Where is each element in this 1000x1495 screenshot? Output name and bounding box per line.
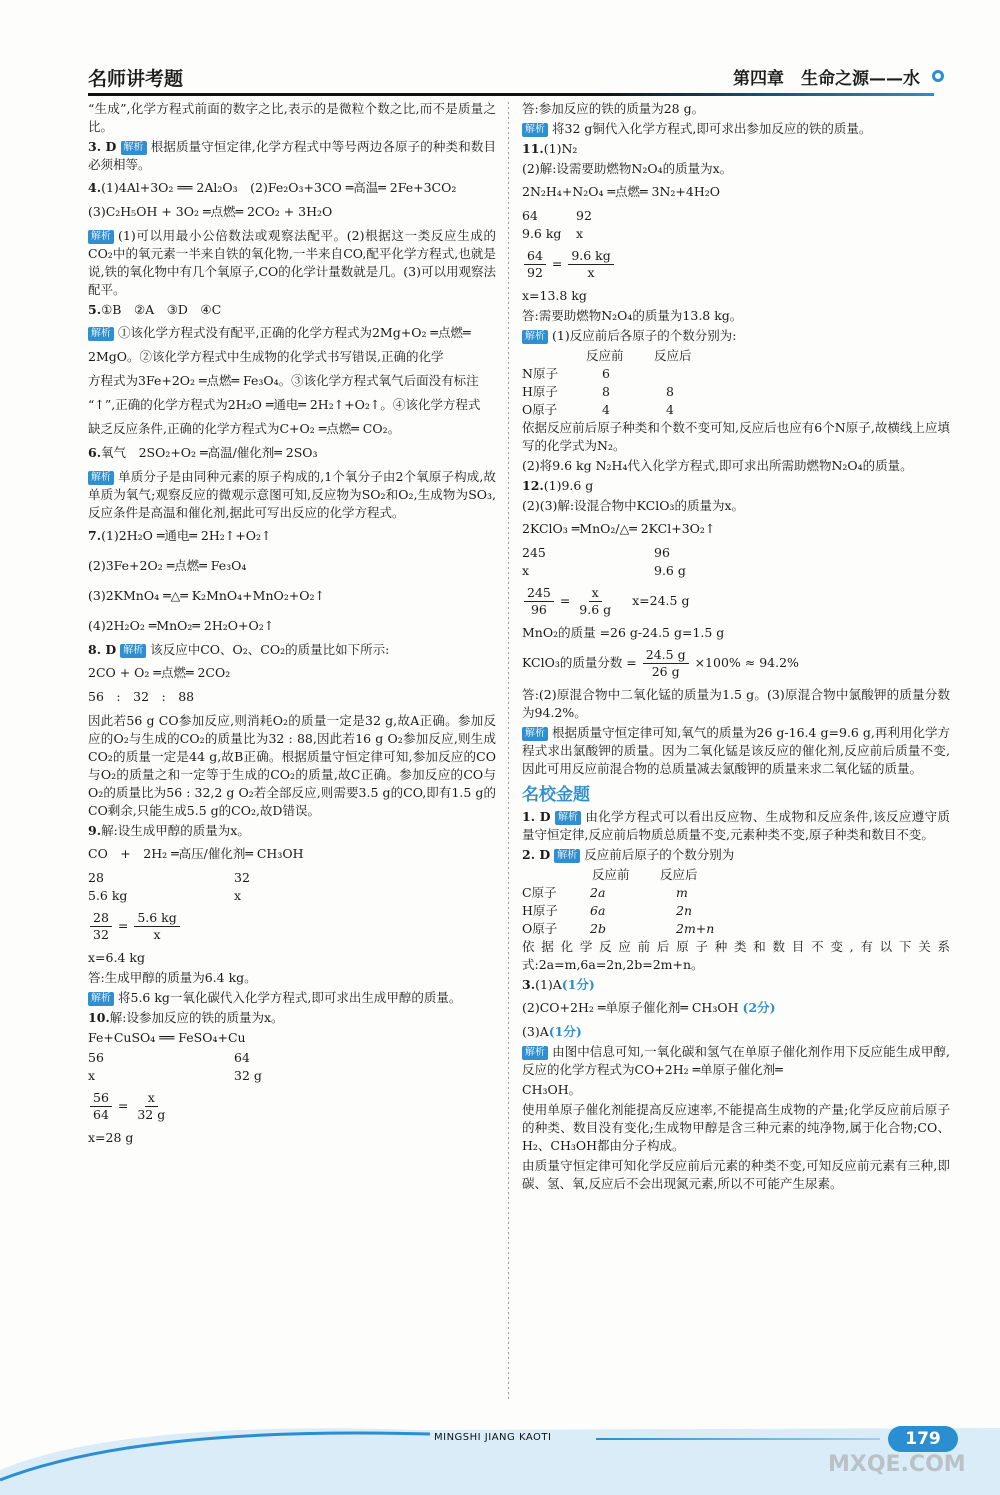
value: 2n [676,903,693,918]
value: 8 [666,384,674,399]
text-line: CH₃OH。 [522,1082,582,1097]
numerator: x [589,585,602,602]
atom-table-header [522,347,950,365]
points-badge: (2分) [742,1000,776,1015]
column-header: 反应后 [654,348,692,363]
mass-row [522,225,950,243]
column-divider [508,102,509,1402]
answer-12 [522,477,950,495]
book-title: 名师讲考题 [88,68,184,90]
atom-label: C原子 [522,885,557,900]
question-number: 10. [88,1010,110,1025]
gold-answer-3-3 [522,1023,950,1041]
equation: 氧气 2SO₂+O₂ ═高温/催化剂═ 2SO₃ [101,445,318,460]
atom-label: O原子 [522,921,558,936]
fraction [134,1090,168,1123]
value: 32 [234,870,250,885]
analysis-tag: 解析 [88,471,114,485]
atom-row [522,884,950,902]
analysis-tag: 解析 [522,123,548,137]
mass-row [88,1067,496,1085]
analysis-text: (2)将9.6 kg N₂H₄代入化学方程式,即可求出所需助燃物N₂O₄的质量。 [522,458,913,473]
atom-row [522,401,950,419]
analysis-tag: 解析 [88,992,114,1006]
answer-9 [88,822,496,840]
analysis-text: (1)反应前后各原子的个数分别为: [552,328,737,343]
analysis-12 [522,724,950,778]
answer-text: 答:需要助燃物N₂O₄的质量为13.8 kg。 [522,308,743,323]
equation: 2KClO₃ ═MnO₂/△═ 2KCl+3O₂↑ [522,521,716,536]
value: 245 [522,545,546,560]
footer-swoosh [0,1400,1000,1495]
mass-ratio: 56 : 32 : 88 [88,689,195,704]
value: x [522,563,530,578]
fraction [524,585,554,618]
gold-answer-3-1 [522,976,950,994]
analysis-tag: 解析 [120,644,146,658]
question-number: 1. D [522,809,551,824]
value: 56 [88,1050,104,1065]
column-header: 反应前 [592,867,630,882]
equation: 2CO + O₂ ═点燃═ 2CO₂ [88,665,231,680]
denominator: 9.6 g [579,602,612,617]
analysis-text: 由质量守恒定律可知化学反应前后元素的种类不变,可知反应前元素有三种,即碳、氢、氧,反应后不会出现氮元素,所以不可能产生尿素。 [522,1158,950,1191]
gold-answer-2 [522,846,950,864]
analysis-tag: 解析 [522,727,548,741]
result: x=13.8 kg [522,288,587,303]
result: x=28 g [88,1130,134,1145]
analysis-text: 将32 g铜代入化学方程式,即可求出参加反应的铁的质量。 [552,121,872,136]
answer-text: (1)9.6 g [543,478,594,493]
equation: (3)2KMnO₄ ═△═ K₂MnO₄+MnO₂+O₂↑ [88,588,325,603]
question-number: 11. [522,141,544,156]
question-number: 7. [88,528,102,543]
text-line: 缺乏反应条件,正确的化学方程式为C+O₂ ═点燃═ CO₂。 [88,421,401,436]
denominator: x [153,927,161,942]
analysis-text: 根据质量守恒定律可知,氧气的质量为26 g-16.4 g=9.6 g,再利用化学方程式求出氯酸钾的质量。因为二氧化锰是该反应的催化剂,反应前后质量不变,因此可用反应前混合物的总质量减去氯酸钾的质量来求二氧化锰的质量。 [522,725,950,776]
result: ×100% ≈ 94.2% [694,655,799,670]
value: 6a [590,903,606,918]
atom-label: H原子 [522,384,558,399]
question-number: 9. [88,823,102,838]
value: 2b [590,921,606,936]
value: x [576,226,584,241]
numerator: 245 [524,585,554,602]
atom-row [522,902,950,920]
atom-table-header [522,866,950,884]
question-number: 3. [522,977,536,992]
mass-row [88,1049,496,1067]
value: m [676,885,688,900]
header-circle-icon [932,70,944,82]
analysis-text: ①该化学方程式没有配平,正确的化学方程式为2Mg+O₂ ═点燃═ [118,325,471,340]
analysis-tag: 解析 [555,811,581,825]
answer-text: 答:参加反应的铁的质量为28 g。 [522,101,705,116]
fraction [90,1090,112,1123]
analysis-text: 将5.6 kg一氧化碳代入化学方程式,即可求出生成甲醇的质量。 [118,990,462,1005]
solution-text: 解:设生成甲醇的质量为x。 [101,823,250,838]
points-badge: (1分) [548,1024,582,1039]
mass-row [88,869,496,887]
column-header: 反应前 [586,348,624,363]
numerator: x [145,1090,158,1107]
equation: CO + 2H₂ ═高压/催化剂═ CH₃OH [88,846,304,861]
analysis-5 [88,324,496,342]
answer-3 [88,138,496,174]
value: 92 [576,208,592,223]
watermark: MXQE.COM [828,1452,966,1477]
numerator: 64 [524,248,546,265]
answer-7 [88,527,496,545]
value: 9.6 g [654,563,686,578]
answer-5 [88,301,496,319]
analysis-g3 [522,1043,950,1079]
value: 2m+n [676,921,715,936]
value: x [234,888,242,903]
points-badge: (1分) [561,977,595,992]
fraction [90,910,112,943]
proportion: $\frac{245}{96}$ = $\frac{x}{9.6 g}$ x=24.5 g [522,585,950,618]
equation: (1)4Al+3O₂ ══ 2Al₂O₃ (2)Fe₂O₃+3CO ═高温═ 2Fe+3CO₂ [101,180,457,195]
analysis-4 [88,227,496,299]
value: 2a [590,885,606,900]
fraction [568,248,613,281]
analysis-text: 单质分子是由同种元素的原子构成的,1个氧分子由2个氧原子构成,故单质为氧气;观察反应的微观示意图可知,反应物为SO₂和O₂,生成物为SO₃,反应条件是高温和催化剂,据此可写出反应的化学方程式。 [88,469,496,520]
value: 4 [666,402,674,417]
analysis-text: 反应前后原子的个数分别为 [584,847,735,862]
numerator: 28 [90,910,112,927]
text-line: 2MgO。②该化学方程式中生成物的化学式书写错误,正确的化学 [88,349,444,364]
atom-label: N原子 [522,366,558,381]
equation: (1)2H₂O ═通电═ 2H₂↑+O₂↑ [101,528,272,543]
denominator: 32 [93,927,109,942]
mass-fraction [522,647,950,680]
answer-text: ①B ②A ③D ④C [101,302,222,317]
equation: 2N₂H₄+N₂O₄ ═点燃═ 3N₂+4H₂O [522,184,720,199]
solution-text: (2)(3)解:设混合物中KClO₃的质量为x。 [522,498,744,513]
mass-row [522,544,950,562]
gold-answer-3-2 [522,999,950,1017]
fraction [524,248,546,281]
page-header [88,64,948,94]
left-column [88,100,496,1149]
atom-label: O原子 [522,402,558,417]
analysis-text: 因此若56 g CO参加反应,则消耗O₂的质量一定是32 g,故A正确。参加反应的O₂与生成的CO₂的质量比为32 : 88,因此若16 g O₂参加反应,则生成CO₂的质量一定是44 g,故B正确。根据质量守恒定律可知,参加反应的CO与O₂的质量之和一定等于生成的CO₂的质量,故C正确。参加反应的CO与O₂的质量比为56 : 32,2 g O₂若全部反应,则需要3.5 g的CO,即有1.5 g的CO剩余,只能生成5.5 g的CO₂,故D错误。 [88,713,496,818]
analysis-tag: 解析 [121,141,147,155]
analysis-text: 依据反应前后原子种类和个数不变可知,反应后也应有6个N原子,故横线上应填写的化学式为N₂。 [522,420,950,453]
value: x [88,1068,96,1083]
proportion: $\frac{56}{64}$ = $\frac{x}{32 g}$ [88,1090,496,1123]
proportion: $\frac{28}{32}$ = $\frac{5.6 kg}{x}$ [88,910,496,943]
question-number: 12. [522,478,544,493]
chapter-title: 第四章 生命之源——水 [733,69,920,89]
right-column [522,100,950,1195]
answer-text: (3)A [522,1024,549,1039]
result: x=24.5 g [632,593,690,608]
equation: (2)CO+2H₂ ═单原子催化剂═ CH₃OH [522,1000,739,1015]
label: KClO₃的质量分数 = [522,655,637,670]
text-line: “生成”,化学方程式前面的数字之比,表示的是微粒个数之比,而不是质量之比。 [88,101,496,134]
equation: Fe+CuSO₄ ══ FeSO₄+Cu [88,1030,246,1045]
proportion: $\frac{64}{92}$ = $\frac{9.6 kg}{x}$ [522,248,950,281]
fraction [576,585,614,618]
analysis-6 [88,468,496,522]
answer-4 [88,179,496,197]
mass-row [88,887,496,905]
analysis-text: (1)可以用最小公倍数法或观察法配平。(2)根据这一类反应生成的CO₂中的氧元素一半来自铁的氧化物,一半来自CO,配平化学方程式,也就是说,铁的氧化物中有几个氧原子,CO的化学计量数就是几。(3)可以用观察法配平。 [88,228,496,297]
equation: (2)3Fe+2O₂ ═点燃═ Fe₃O₄ [88,558,247,573]
text-line: 方程式为3Fe+2O₂ ═点燃═ Fe₃O₄。③该化学方程式氧气后面没有标注 [88,373,479,388]
answer-11 [522,140,950,158]
analysis-text: 使用单原子催化剂能提高反应速率,不能提高生成物的产量;化学反应前后原子的种类、数目没有变化;生成物甲醇是含三种元素的纯净物,属于化合物;CO、H₂、CH₃OH都由分子构成。 [522,1102,950,1153]
question-number: 2. D [522,847,551,862]
equation: (3)C₂H₅OH + 3O₂ ═点燃═ 2CO₂ + 3H₂O [88,204,333,219]
atom-row [522,383,950,401]
numerator: 56 [90,1090,112,1107]
question-number: 6. [88,445,102,460]
denominator: 92 [527,265,543,280]
mass-row [522,207,950,225]
value: 6 [602,366,610,381]
value: 96 [654,545,670,560]
atom-row [522,920,950,938]
analysis-9 [88,989,496,1007]
numerator: 9.6 kg [568,248,613,265]
analysis-11 [522,327,950,345]
analysis-text: 由化学方程式可以看出反应物、生成物和反应条件,该反应遵守质量守恒定律,反应前后物质总质量不变,元素种类不变,原子种类和数目不变。 [522,809,950,842]
numerator: 5.6 kg [134,910,179,927]
section-title: 名校金题 [522,785,590,805]
value: 64 [522,208,538,223]
analysis-10 [522,120,950,138]
question-number: 4. [88,180,102,195]
denominator: 96 [530,602,547,617]
analysis-text: 依据化学反应前后原子种类和数目不变,有以下关系式:2a=m,6a=2n,2b=2m+n。 [522,939,950,972]
answer-6 [88,444,496,462]
atom-label: H原子 [522,903,558,918]
answer-8 [88,641,496,659]
analysis-text: 该反应中CO、O₂、CO₂的质量比如下所示: [150,642,390,657]
analysis-tag: 解析 [88,327,114,341]
analysis-text: 由图中信息可知,一氧化碳和氢气在单原子催化剂作用下反应能生成甲醇,反应的化学方程式为CO+2H₂ ═单原子催化剂═ [522,1044,950,1077]
fraction [643,647,689,680]
footer-label: MINGSHI JIANG KAOTI [434,1432,552,1443]
page-number: 179 [888,1426,958,1452]
value: 5.6 kg [88,888,128,903]
question-number: 3. D [88,139,117,154]
equation: (4)2H₂O₂ ═MnO₂═ 2H₂O+O₂↑ [88,618,275,633]
text-line: “↑”,正确的化学方程式为2H₂O ═通电═ 2H₂↑+O₂↑。④该化学方程式 [88,397,481,412]
question-number: 5. [88,302,102,317]
numerator: 24.5 g [643,647,689,664]
denominator: 26 g [651,664,680,679]
analysis-tag: 解析 [88,230,114,244]
answer-text: (1)A [535,977,562,992]
answer-text: (1)N₂ [543,141,578,156]
solution-text: 解:设参加反应的铁的质量为x。 [109,1010,284,1025]
value: 28 [88,870,104,885]
value: 8 [602,384,610,399]
column-header: 反应后 [660,867,698,882]
atom-row [522,365,950,383]
solution-text: (2)解:设需要助燃物N₂O₄的质量为x。 [522,161,733,176]
fraction [134,910,179,943]
answer-text: 答:生成甲醇的质量为6.4 kg。 [88,970,257,985]
result: x=6.4 kg [88,950,145,965]
denominator: 32 g [137,1107,166,1122]
answer-text: 答:(2)原混合物中二氧化锰的质量为1.5 g。(3)原混合物中氯酸钾的质量分数为94.2%。 [522,687,950,720]
value: 64 [234,1050,250,1065]
value: 4 [602,402,610,417]
result: MnO₂的质量 =26 g-24.5 g=1.5 g [522,625,725,640]
footer-rule [596,1438,880,1440]
mass-row [522,562,950,580]
gold-answer-1 [522,808,950,844]
question-number: 8. D [88,642,117,657]
value: 32 g [234,1068,262,1083]
denominator: x [587,265,595,280]
denominator: 64 [93,1107,109,1122]
header-rule [88,93,934,96]
analysis-tag: 解析 [554,849,580,863]
value: 9.6 kg [522,226,562,241]
analysis-text: 根据质量守恒定律,化学方程式中等号两边各原子的种类和数目必须相等。 [88,139,496,172]
analysis-tag: 解析 [522,330,548,344]
answer-10 [88,1009,496,1027]
analysis-tag: 解析 [522,1046,548,1060]
